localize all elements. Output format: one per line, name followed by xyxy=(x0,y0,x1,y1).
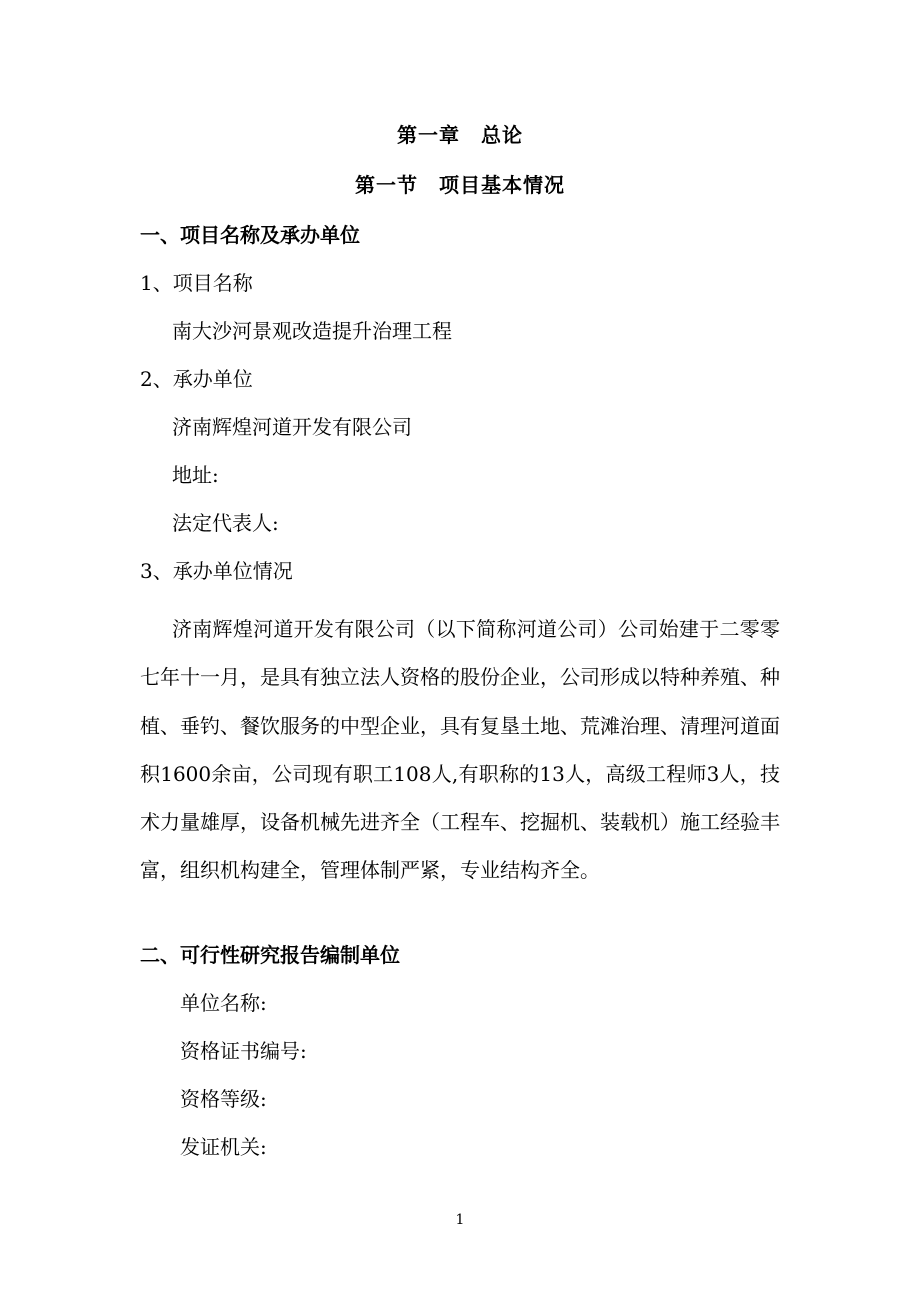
item-2-label: 2、承办单位 xyxy=(140,367,253,391)
certificate-number-label: 资格证书编号: xyxy=(180,1039,307,1063)
project-name: 南大沙河景观改造提升治理工程 xyxy=(172,319,452,343)
unit-name-label: 单位名称: xyxy=(180,991,267,1015)
heading-project-name-and-sponsor: 一、项目名称及承办单位 xyxy=(140,223,360,247)
qualification-grade-label: 资格等级: xyxy=(180,1087,267,1111)
item-3-label: 3、承办单位情况 xyxy=(140,559,293,583)
heading-report-preparer: 二、可行性研究报告编制单位 xyxy=(140,943,400,967)
legal-representative-label: 法定代表人: xyxy=(172,511,279,535)
page-number: 1 xyxy=(455,1212,465,1228)
chapter-title: 第一章 总论 xyxy=(397,123,523,147)
item-1-label: 1、项目名称 xyxy=(140,271,253,295)
company-description-paragraph: 济南辉煌河道开发有限公司（以下简称河道公司）公司始建于二零零七年十一月，是具有独立法人资格的股份企业，公司形成以特种养殖、种植、垂钓、餐饮服务的中型企业，具有复垦土地、荒滩治理、清理河道面积1600余亩，公司现有职工108人,有职称的13人，高级工程师3人，技术力量雄厚，设备机械先进齐全（工程车、挖掘机、装载机）施工经验丰富，组织机构建全，管理体制严紧，专业结构齐全。 xyxy=(140,617,780,883)
address-label: 地址: xyxy=(172,463,219,487)
section-title: 第一节 项目基本情况 xyxy=(355,173,565,197)
issuing-authority-label: 发证机关: xyxy=(180,1135,267,1159)
company-name: 济南辉煌河道开发有限公司 xyxy=(172,415,412,439)
